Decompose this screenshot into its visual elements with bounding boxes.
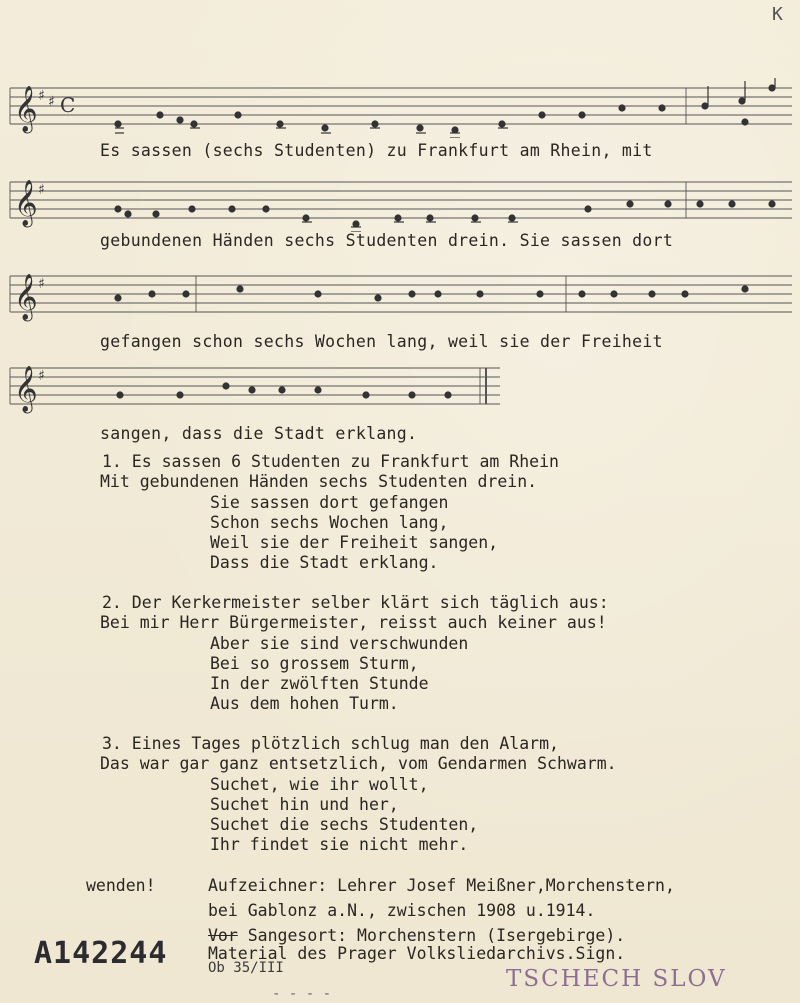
shelfmark: Ob 35/III — [208, 960, 284, 976]
music-staff-3 — [0, 266, 800, 326]
stanza-line: 1. Es sassen 6 Studenten zu Frankfurt am Rhein — [102, 452, 559, 471]
stanza-line: Suchet hin und her, — [210, 794, 399, 814]
stanza-line: Bei mir Herr Bürgermeister, reisst auch keiner aus! — [100, 613, 607, 633]
stanza-line: Dass die Stadt erklang. — [210, 553, 439, 573]
svg-text:𝄞: 𝄞 — [14, 274, 38, 320]
struck-word: Vor — [208, 926, 238, 945]
svg-text:𝄞: 𝄞 — [14, 366, 38, 412]
lyric-line-3: gefangen schon sechs Wochen lang, weil sie der Freiheit — [100, 332, 663, 351]
stanza-line: Aber sie sind verschwunden — [210, 633, 469, 653]
sung-place-text: Sangesort: Morchenstern (Isergebirge). — [237, 926, 626, 945]
stanza-line: Sie sassen dort gefangen — [210, 492, 449, 512]
stanza-line: 3. Eines Tages plötzlich schlug man den Alarm, — [102, 734, 559, 753]
recorder-line: Aufzeichner: Lehrer Josef Meißner,Morchenstern, — [208, 876, 675, 895]
music-staff-1 — [0, 78, 800, 138]
music-staff-4 — [0, 358, 800, 418]
stanza-line: In der zwölften Stunde — [210, 674, 429, 694]
place-date-line: bei Gablonz a.N., zwischen 1908 u.1914. — [208, 901, 596, 920]
archive-stamp: TSCHECH SLOV — [506, 966, 727, 992]
stanza-line: Bei so grossem Sturm, — [210, 653, 419, 673]
stanza-line: Suchet die sechs Studenten, — [210, 815, 479, 835]
svg-text:♯: ♯ — [38, 368, 45, 384]
stanza-line: Weil sie der Freiheit sangen, — [210, 533, 499, 553]
material-line: Material des Prager Volksliedarchivs.Sign. — [208, 944, 626, 963]
stanza-2 — [100, 593, 609, 715]
stanza-3 — [100, 734, 617, 856]
stanza-line: Suchet, wie ihr wollt, — [210, 774, 429, 794]
lyric-line-2: gebundenen Händen sechs Studenten drein. Sie sassen dort — [100, 231, 674, 250]
stanza-line: Aus dem hohen Turm. — [210, 694, 399, 714]
svg-text:𝄞: 𝄞 — [14, 180, 38, 226]
svg-text:𝄞: 𝄞 — [14, 86, 38, 132]
svg-text:♯: ♯ — [38, 276, 45, 292]
svg-text:♯: ♯ — [48, 94, 55, 110]
lyric-line-4: sangen, dass die Stadt erklang. — [100, 424, 418, 443]
archive-number: A142244 — [34, 936, 168, 971]
music-staff-2 — [0, 172, 800, 232]
page-mark: K — [772, 4, 783, 25]
svg-text:C: C — [60, 93, 76, 117]
stanza-line: Mit gebundenen Händen sechs Studenten drein. — [100, 472, 538, 492]
lyric-line-1: Es sassen (sechs Studenten) zu Frankfurt am Rhein, mit — [100, 141, 653, 160]
stanza-line: Ihr findet sie nicht mehr. — [210, 835, 469, 855]
stanza-line: Das war gar ganz entsetzlich, vom Gendarmen Schwarm. — [100, 754, 617, 774]
stanza-line: Schon sechs Wochen lang, — [210, 512, 449, 532]
dash-line: - - - - — [272, 986, 332, 1002]
stanza-line: 2. Der Kerkermeister selber klärt sich täglich aus: — [102, 593, 609, 612]
stanza-1 — [100, 452, 559, 574]
turn-page-note: wenden! — [86, 876, 156, 895]
sung-place-line — [208, 926, 625, 945]
svg-text:♯: ♯ — [38, 88, 45, 104]
svg-text:♯: ♯ — [38, 182, 45, 198]
